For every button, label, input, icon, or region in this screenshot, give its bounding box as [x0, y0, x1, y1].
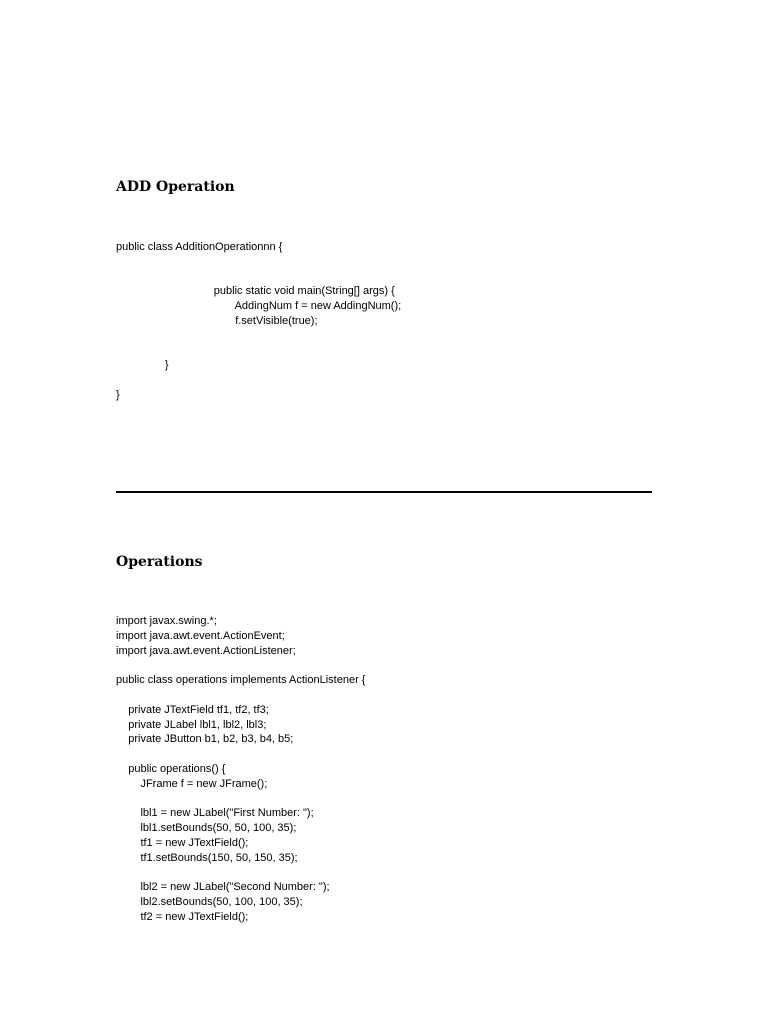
code-line: [116, 373, 401, 388]
code-line: private JLabel lbl1, lbl2, lbl3;: [116, 718, 267, 731]
code-line: f.setVisible(true);: [116, 314, 318, 327]
code-line: [116, 344, 401, 359]
code-line: [116, 688, 365, 703]
code-line: [116, 792, 365, 807]
code-line: public operations() {: [116, 762, 226, 775]
code-line: JFrame f = new JFrame();: [116, 777, 268, 790]
code-line: lbl2.setBounds(50, 100, 100, 35);: [116, 896, 303, 909]
section-title-add-operation: ADD Operation: [116, 179, 235, 195]
code-line: [116, 866, 365, 881]
code-line: private JButton b1, b2, b3, b4, b5;: [116, 733, 294, 746]
code-line: [116, 658, 365, 673]
code-block-addition-operation: [116, 240, 401, 403]
code-line: [116, 255, 401, 270]
code-line: }: [116, 388, 120, 401]
code-line: [116, 270, 401, 285]
code-line: lbl1 = new JLabel("First Number: ");: [116, 807, 314, 820]
code-block-operations: [116, 614, 365, 925]
code-line: AddingNum f = new AddingNum();: [116, 300, 402, 313]
code-line: import javax.swing.*;: [116, 615, 217, 627]
code-line: lbl2 = new JLabel("Second Number: ");: [116, 881, 330, 894]
code-line: lbl1.setBounds(50, 50, 100, 35);: [116, 822, 297, 835]
code-line: tf2 = new JTextField();: [116, 910, 249, 923]
code-line: tf1.setBounds(150, 50, 150, 35);: [116, 851, 298, 864]
code-line: [116, 329, 401, 344]
code-line: }: [116, 359, 169, 372]
code-line: public static void main(String[] args) {: [116, 285, 395, 298]
section-title-operations: Operations: [116, 554, 203, 570]
code-line: import java.awt.event.ActionListener;: [116, 644, 296, 657]
horizontal-divider: [116, 491, 652, 493]
code-line: [116, 747, 365, 762]
code-line: public class AdditionOperationnn {: [116, 241, 283, 253]
code-line: tf1 = new JTextField();: [116, 836, 249, 849]
code-line: import java.awt.event.ActionEvent;: [116, 629, 285, 642]
code-line: private JTextField tf1, tf2, tf3;: [116, 703, 269, 716]
code-line: public class operations implements ActionListener {: [116, 674, 366, 687]
